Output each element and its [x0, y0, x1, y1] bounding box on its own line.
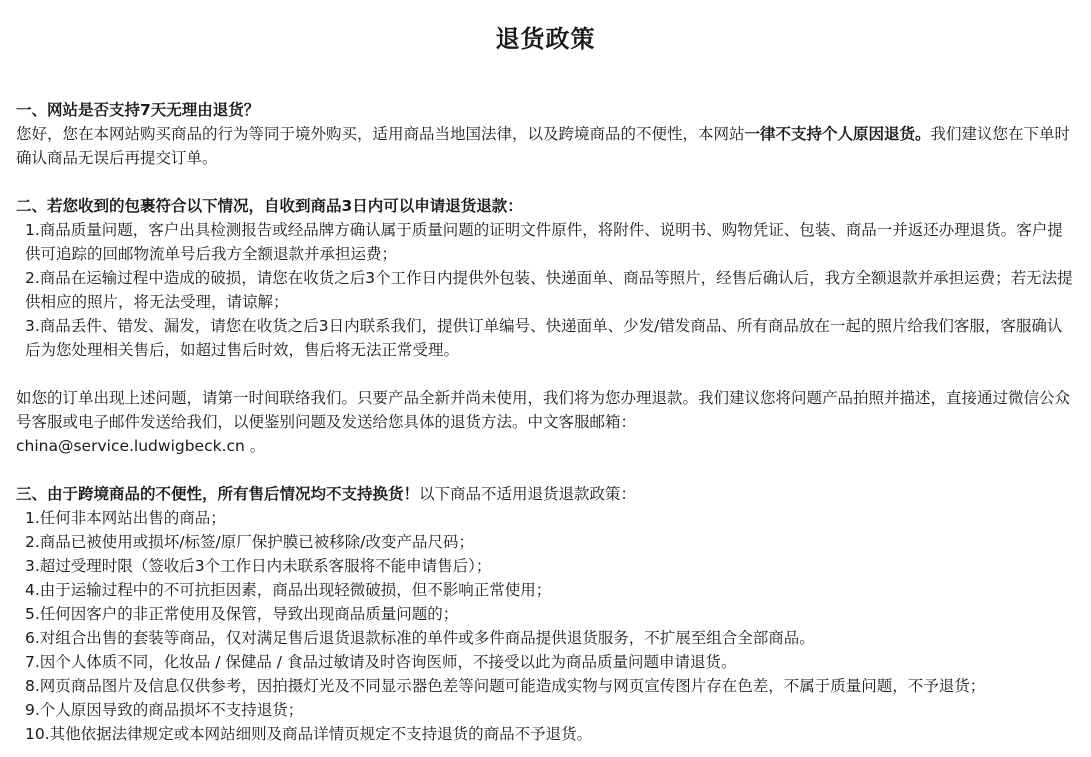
section-eligible-returns — [16, 194, 1075, 362]
list-item: 2.商品已被使用或损坏/标签/原厂保护膜已被移除/改变产品尺码； — [25, 533, 474, 551]
list-item: 1.商品质量问题，客户出具检测报告或经品牌方确认属于质量问题的证明文件原件，将附件、说明书、购物凭证、包装、商品一并返还办理退货。客户提供可追踪的回邮物流单号后我方全额退款并承担运费； — [25, 221, 1063, 263]
section-non-returnable — [16, 482, 1075, 746]
section-heading — [16, 482, 1075, 506]
section-body — [16, 122, 1075, 170]
list-item: 1.任何非本网站出售的商品； — [25, 509, 226, 527]
contact-suffix: 。 — [244, 437, 266, 455]
list-item: 3.超过受理时限（签收后3个工作日内未联系客服将不能申请售后）； — [25, 557, 492, 575]
list-item: 5.任何因客户的非正常使用及保管，导致出现商品质量问题的； — [25, 605, 459, 623]
section-heading: 二、若您收到的包裹符合以下情况，自收到商品3日内可以申请退货退款： — [16, 197, 523, 215]
heading-text: 以下商品不适用退货退款政策： — [419, 485, 637, 503]
body-text: 我们建议您在下单时确认商品无误后再提交订单。 — [16, 125, 1071, 167]
list-item: 2.商品在运输过程中造成的破损，请您在收货之后3个工作日内提供外包装、快递面单、商品等照片，经售后确认后，我方全额退款并承担运费；若无法提供相应的照片，将无法受理，请谅解； — [25, 269, 1073, 311]
list-item: 7.因个人体质不同，化妆品 / 保健品 / 食品过敏请及时咨询医师，不接受以此为商品质量问题申请退货。 — [25, 653, 737, 671]
list-item: 3.商品丢件、错发、漏发，请您在收货之后3日内联系我们，提供订单编号、快递面单、少发/错发商品、所有商品放在一起的照片给我们客服，客服确认后为您处理相关售后，如超过售后时效，售后将无法正常受理。 — [25, 317, 1063, 359]
body-emphasis: 一律不支持个人原因退货。 — [744, 125, 931, 143]
contact-text: 如您的订单出现上述问题，请第一时间联络我们。只要产品全新并尚未使用，我们将为您办理退款。我们建议您将问题产品拍照并描述，直接通过微信公众号客服或电子邮件发送给我们，以便鉴别问题及发送给您具体的退货方法。中文客服邮箱： — [16, 389, 1071, 431]
list-item: 8.网页商品图片及信息仅供参考，因拍摄灯光及不同显示器色差等问题可能造成实物与网页宣传图片存在色差，不属于质量问题，不予退货； — [25, 677, 986, 695]
list-item: 9.个人原因导致的商品损坏不支持退货； — [25, 701, 304, 719]
heading-emphasis: 三、由于跨境商品的不便性，所有售后情况均不支持换货！ — [16, 485, 420, 503]
list-item: 6.对组合出售的套装等商品，仅对满足售后退货退款标准的单件或多件商品提供退货服务，不扩展至组合全部商品。 — [25, 629, 815, 647]
section-contact — [16, 386, 1075, 458]
contact-email-line — [16, 434, 1075, 458]
page-title: 退货政策 — [495, 25, 596, 53]
list-item: 10.其他依据法律规定或本网站细则及商品详情页规定不支持退货的商品不予退货。 — [25, 725, 593, 743]
body-text: 您好，您在本网站购买商品的行为等同于境外购买，适用商品当地国法律，以及跨境商品的不便性，本网站 — [16, 125, 745, 143]
section-heading: 一、网站是否支持7天无理由退货？ — [16, 101, 260, 119]
contact-email: china@service.ludwigbeck.cn — [16, 437, 245, 455]
list-item: 4.由于运输过程中的不可抗拒因素，商品出现轻微破损，但不影响正常使用； — [25, 581, 552, 599]
section-seven-day-return — [16, 98, 1075, 170]
